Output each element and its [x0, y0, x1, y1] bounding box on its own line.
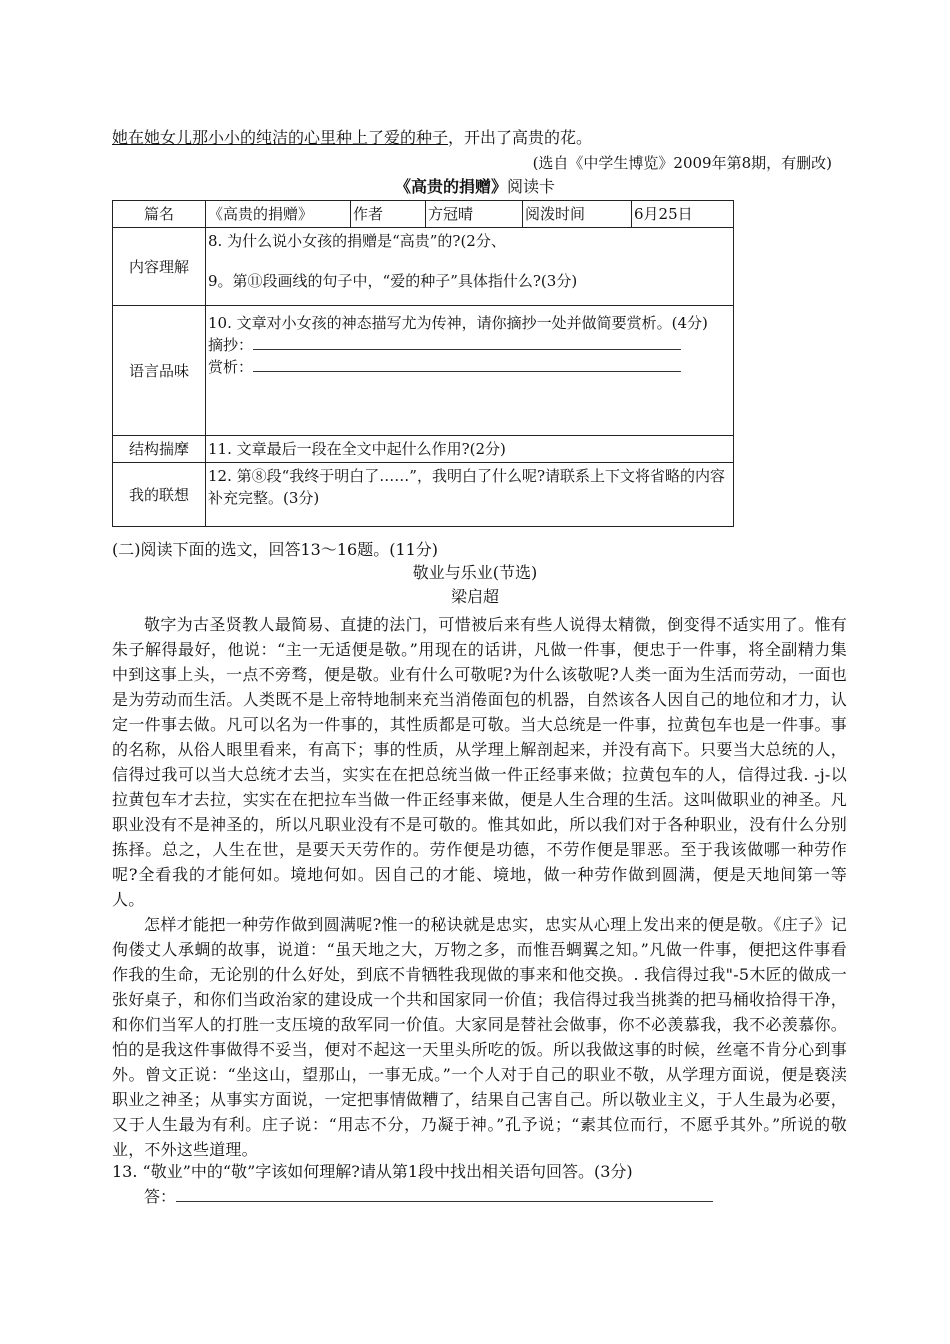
question-8: 8. 为什么说小女孩的捐赠是“高贵”的?(2分、	[208, 232, 506, 250]
content-questions	[206, 228, 734, 306]
label-language: 语言品味	[113, 306, 206, 436]
value-author: 方冠晴	[426, 201, 523, 228]
answer-line[interactable]	[176, 1187, 713, 1202]
excerpt-label: 摘抄：	[208, 336, 254, 354]
excerpt-answer-line[interactable]	[253, 335, 681, 350]
card-title-rest: 阅读卡	[507, 177, 556, 196]
paragraph-2: 怎样才能把一种劳作做到圆满呢?惟一的秘诀就是忠实，忠实从心理上发出来的便是敬。《庄子》记佝偻丈人承蜩的故事，说道：“虽天地之大，万物之多，而惟吾蜩翼之知。”凡做一件事，便把这件事看作我的生命，无论别的什么好处，到底不肯牺牲我现做的事来和他交换。. 我信得过我"-5木匠的做成一张好桌子，和你们当政治家的建设成一个共和国家同一价值；我信得过我当挑粪的把马桶收拾得干净，和你们当军人的打胜一支压境的敌军同一价值。大家同是替社会做事，你不必羡慕我，我不必羡慕你。怕的是我这件事做得不妥当，便对不起这一天里头所吃的饭。所以我做这事的时候，丝毫不肯分心到事外。曾文正说：“坐这山，望那山，一事无成。”一个人对于自己的职业不敬，从学理方面说，便是亵渎职业之神圣；从事实方面说，一定把事情做糟了，结果自己害自己。所以敬业主义，于人生最为必要，又于人生最为有利。庄子说：“用志不分，乃凝于神。”孔予说；“素其位而行，不愿乎其外。”所说的敬业，不外这些道理。	[112, 915, 847, 1159]
card-title-bold: 《高贵的捐赠》	[394, 177, 507, 196]
answer-row	[144, 1187, 713, 1207]
appreciate-row	[208, 356, 731, 378]
closing-sentence-rest: ，开出了高贵的花。	[448, 128, 593, 147]
appreciate-answer-line[interactable]	[253, 357, 681, 372]
value-time: 6月25日	[632, 201, 734, 228]
essay-title: 敬业与乐业(节选)	[412, 563, 538, 582]
language-questions	[206, 306, 734, 436]
label-association: 我的联想	[113, 463, 206, 527]
underlined-sentence: 她在她女儿那小小的纯洁的心里种上了爱的种子	[112, 128, 449, 147]
essay-body	[112, 612, 847, 1162]
question-10: 10. 文章对小女孩的神态描写尤为传神，请你摘抄一处并做简要赏析。(4分)	[208, 314, 708, 332]
question-12: 12. 第⑧段“我终于明白了……”，我明白了什么呢?请联系上下文将省略的内容补充完整。(3分)	[206, 463, 734, 527]
excerpt-row	[208, 334, 731, 356]
reading-card-table	[112, 200, 734, 527]
label-structure: 结构揣摩	[113, 436, 206, 463]
header-time: 阅泼时间	[523, 201, 632, 228]
label-content: 内容理解	[113, 228, 206, 306]
source-note: (选自《中学生博览》2009年第8期，有删改)	[532, 154, 832, 172]
question-9: 9。第⑪段画线的句子中，“爱的种子”具体指什么?(3分)	[208, 272, 578, 290]
question-13: 13. “敬业”中的“敬”字该如何理解?请从第1段中找出相关语句回答。(3分)	[112, 1162, 633, 1181]
section-intro: (二)阅读下面的选文，回答13～16题。(11分)	[112, 540, 439, 559]
header-piece: 篇名	[113, 201, 206, 228]
question-11: 11. 文章最后一段在全文中起什么作用?(2分)	[206, 436, 734, 463]
essay-author: 梁启超	[450, 587, 499, 606]
answer-label: 答：	[144, 1187, 177, 1206]
header-author: 作者	[351, 201, 426, 228]
paragraph-1: 敬字为古圣贤教人最简易、直捷的法门，可惜被后来有些人说得太精微，倒变得不适实用了。惟有朱子解得最好，他说：“主一无适便是敬。”用现在的话讲，凡做一件事，便忠于一件事，将全副精力集中到这事上头，一点不旁骛，便是敬。业有什么可敬呢?为什么该敬呢?人类一面为生活而劳动，一面也是为劳动而生活。人类既不是上帝特地制来充当消倦面包的机器，自然该各人因自己的地位和才力，认定一件事去做。凡可以名为一件事的，其性质都是可敬。当大总统是一件事，拉黄包车也是一件事。事的名称，从俗人眼里看来，有高下；事的性质，从学理上解剖起来，并没有高下。只要当大总统的人，信得过我可以当大总统才去当，实实在在把总统当做一件正经事来做；拉黄包车的人，信得过我. -j-以拉黄包车才去拉，实实在在把拉车当做一件正经事来做，便是人生合理的生活。这叫做职业的神圣。凡职业没有不是神圣的，所以凡职业没有不是可敬的。惟其如此，所以我们对于各种职业，没有什么分别拣择。总之，人生在世，是要天天劳作的。劳作便是功德，不劳作便是罪恶。至于我该做哪一种劳作呢?全看我的才能何如。境地何如。因自己的才能、境地，做一种劳作做到圆满，便是天地间第一等人。	[112, 615, 847, 909]
closing-sentence	[112, 128, 592, 148]
card-title	[0, 177, 950, 197]
value-piece: 《高贵的捐赠》	[206, 201, 351, 228]
appreciate-label: 赏析：	[208, 358, 254, 376]
